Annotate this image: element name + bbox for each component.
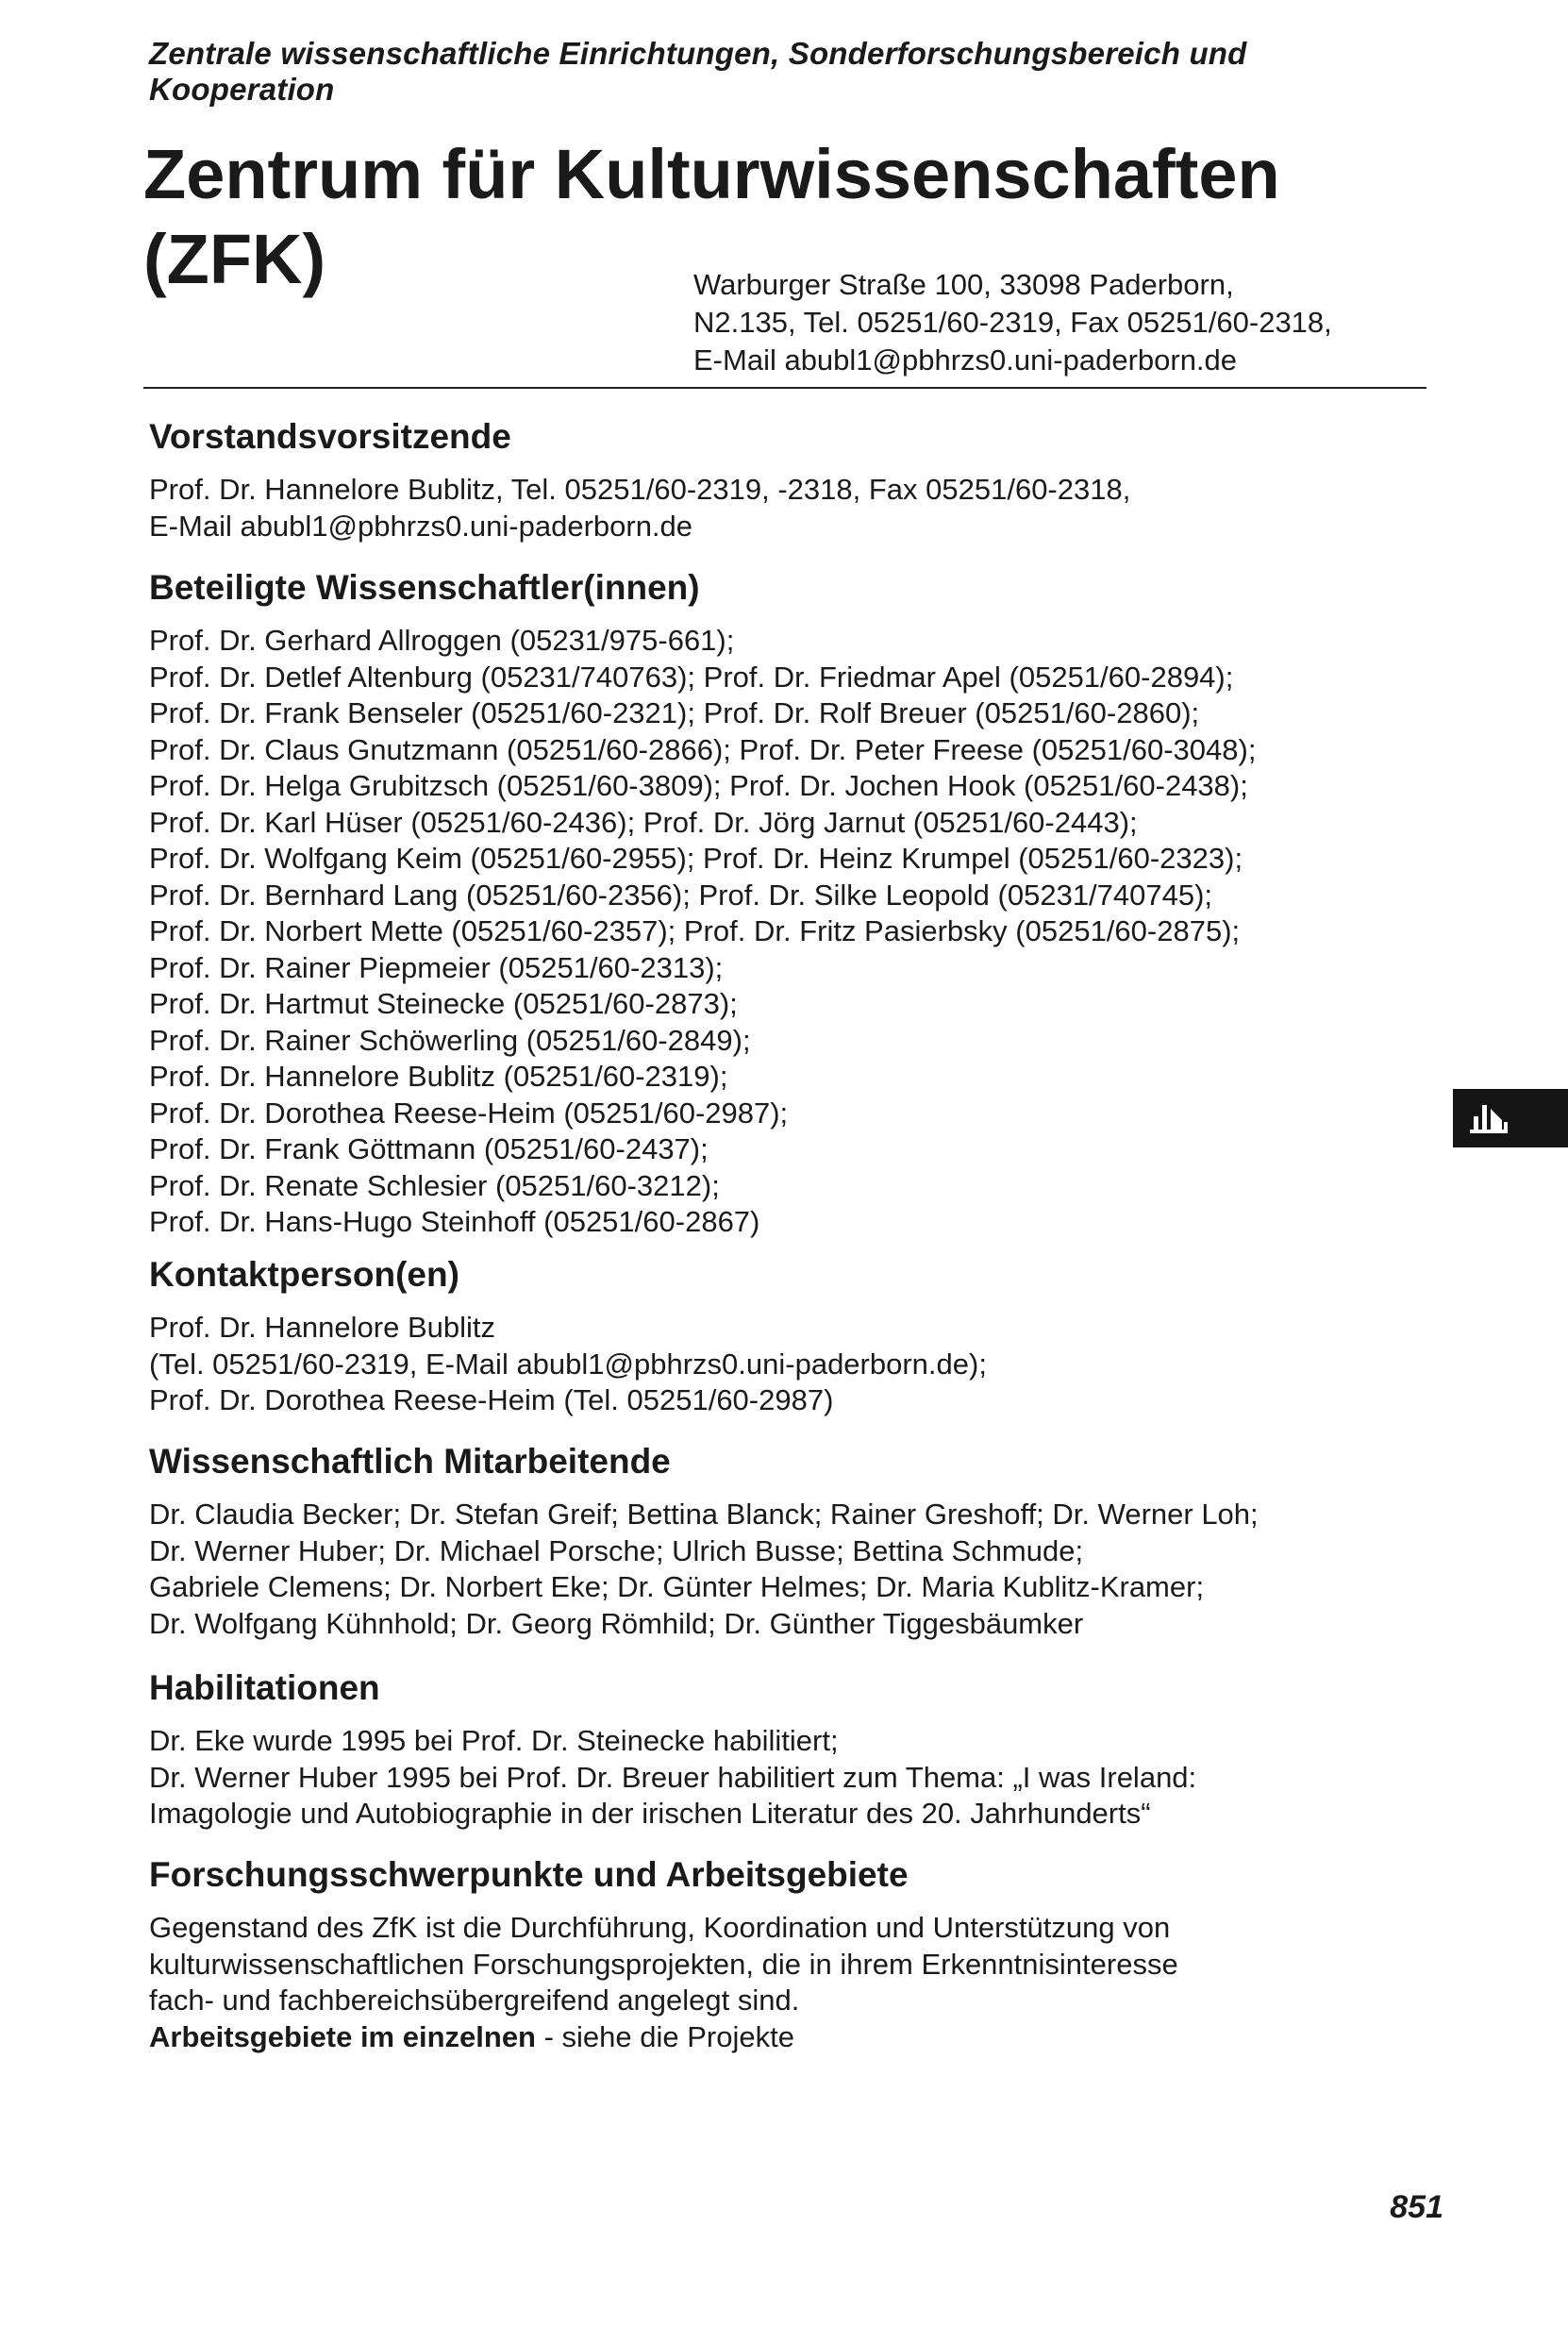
list-item: Prof. Dr. Detlef Altenburg (05231/740763); Prof. Dr. Friedmar Apel (05251/60-2894); xyxy=(149,660,1234,694)
list-item: Prof. Dr. Dorothea Reese-Heim (05251/60-2987); xyxy=(149,1096,789,1130)
text-line: Gabriele Clemens; Dr. Norbert Eke; Dr. Günter Helmes; Dr. Maria Kublitz-Kramer; xyxy=(149,1570,1205,1603)
section-habilitationen xyxy=(149,1666,1451,1833)
section-heading: Vorstandsvorsitzende xyxy=(149,417,511,456)
list-item: Prof. Dr. Rainer Schöwerling (05251/60-2849); xyxy=(149,1023,751,1057)
text-line: Prof. Dr. Hannelore Bublitz, Tel. 05251/60-2319, -2318, Fax 05251/60-2318, xyxy=(149,473,1131,506)
section-beteiligte xyxy=(149,566,1451,1241)
section-heading: Habilitationen xyxy=(149,1668,380,1707)
text-line: Dr. Wolfgang Kühnhold; Dr. Georg Römhild; Dr. Günther Tiggesbäumker xyxy=(149,1606,1084,1640)
text-line: Prof. Dr. Dorothea Reese-Heim (Tel. 05251/60-2987) xyxy=(149,1383,834,1416)
list-item: Prof. Dr. Karl Hüser (05251/60-2436); Prof. Dr. Jörg Jarnut (05251/60-2443); xyxy=(149,805,1138,839)
text-line: Gegenstand des ZfK ist die Durchführung, Koordination und Unterstützung von xyxy=(149,1911,1171,1944)
list-item: Prof. Dr. Hannelore Bublitz (05251/60-2319); xyxy=(149,1060,728,1093)
address-line: E-Mail abubl1@pbhrzs0.uni-paderborn.de xyxy=(693,343,1238,377)
text-line: Dr. Eke wurde 1995 bei Prof. Dr. Steinecke habilitiert; xyxy=(149,1724,839,1757)
text-line: fach- und fachbereichsübergreifend angelegt sind. xyxy=(149,1984,800,2017)
title-line-1: Zentrum für Kulturwissenschaften xyxy=(143,135,1280,213)
list-item: Prof. Dr. Helga Grubitzsch (05251/60-3809); Prof. Dr. Jochen Hook (05251/60-2438); xyxy=(149,769,1248,802)
address-line: N2.135, Tel. 05251/60-2319, Fax 05251/60-2318, xyxy=(693,306,1332,339)
side-thumb-tab xyxy=(1453,1089,1568,1147)
section-heading: Beteiligte Wissenschaftler(innen) xyxy=(149,568,700,607)
text-line: (Tel. 05251/60-2319, E-Mail abubl1@pbhrzs0.uni-paderborn.de); xyxy=(149,1347,987,1381)
address-line: Warburger Straße 100, 33098 Paderborn, xyxy=(693,268,1234,301)
list-item: Prof. Dr. Gerhard Allroggen (05231/975-661); xyxy=(149,624,735,657)
running-header: Zentrale wissenschaftliche Einrichtungen, Sonderforschungsbereich und Kooperation xyxy=(149,36,1247,107)
divider-rule xyxy=(143,387,1426,389)
list-item: Prof. Dr. Norbert Mette (05251/60-2357); Prof. Dr. Fritz Pasierbsky (05251/60-2875); xyxy=(149,914,1241,947)
list-item: Prof. Dr. Frank Göttmann (05251/60-2437); xyxy=(149,1132,709,1165)
section-forschung xyxy=(149,1853,1451,2055)
list-item: Prof. Dr. Renate Schlesier (05251/60-3212); xyxy=(149,1168,720,1202)
text-line: E-Mail abubl1@pbhrzs0.uni-paderborn.de xyxy=(149,509,693,543)
building-icon xyxy=(1466,1097,1513,1139)
text-line: Dr. Claudia Becker; Dr. Stefan Greif; Bettina Blanck; Rainer Greshoff; Dr. Werner Loh; xyxy=(149,1498,1259,1531)
page-number: 851 xyxy=(1390,2189,1443,2225)
section-vorstand xyxy=(149,415,1451,544)
text-line: Dr. Werner Huber; Dr. Michael Porsche; Ulrich Busse; Bettina Schmude; xyxy=(149,1533,1084,1567)
title-line-2: (ZFK) xyxy=(143,220,326,298)
list-item: Prof. Dr. Bernhard Lang (05251/60-2356); Prof. Dr. Silke Leopold (05231/740745); xyxy=(149,878,1213,912)
bold-label: Arbeitsgebiete im einzelnen xyxy=(149,2019,536,2053)
address-block xyxy=(693,266,1448,379)
section-heading: Kontaktperson(en) xyxy=(149,1255,459,1294)
section-heading: Forschungsschwerpunkte und Arbeitsgebiete xyxy=(149,1855,909,1894)
list-item: Prof. Dr. Claus Gnutzmann (05251/60-2866); Prof. Dr. Peter Freese (05251/60-3048); xyxy=(149,732,1257,766)
list-item: Prof. Dr. Wolfgang Keim (05251/60-2955); Prof. Dr. Heinz Krumpel (05251/60-2323); xyxy=(149,842,1243,875)
list-item: Prof. Dr. Frank Benseler (05251/60-2321); Prof. Dr. Rolf Breuer (05251/60-2860); xyxy=(149,696,1200,729)
text-line: Dr. Werner Huber 1995 bei Prof. Dr. Breuer habilitiert zum Thema: „I was Ireland: xyxy=(149,1760,1197,1794)
section-heading: Wissenschaftlich Mitarbeitende xyxy=(149,1442,671,1481)
section-kontakt xyxy=(149,1253,1451,1419)
text-line: kulturwissenschaftlichen Forschungsprojekten, die in ihrem Erkenntnisinteresse xyxy=(149,1947,1178,1981)
text-line xyxy=(149,2019,1451,2056)
text-line: Prof. Dr. Hannelore Bublitz xyxy=(149,1311,496,1344)
list-item: Prof. Dr. Hans-Hugo Steinhoff (05251/60-2867) xyxy=(149,1205,760,1238)
label-suffix: - siehe die Projekte xyxy=(536,2019,794,2053)
section-mitarbeitende xyxy=(149,1440,1451,1642)
list-item: Prof. Dr. Rainer Piepmeier (05251/60-2313); xyxy=(149,950,724,984)
text-line: Imagologie und Autobiographie in der irischen Literatur des 20. Jahrhunderts“ xyxy=(149,1797,1151,1830)
list-item: Prof. Dr. Hartmut Steinecke (05251/60-2873); xyxy=(149,987,738,1020)
